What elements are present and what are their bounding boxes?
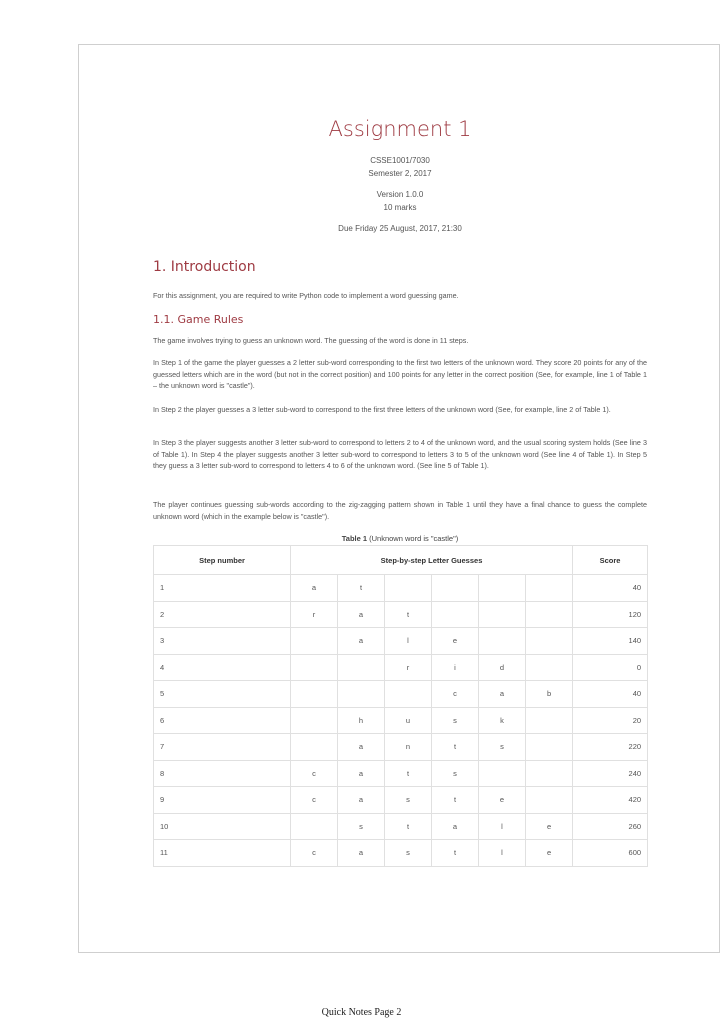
letter-cell <box>479 601 526 628</box>
header-letter-guesses: Step-by-step Letter Guesses <box>291 546 573 575</box>
letter-cell <box>291 681 338 708</box>
letter-cell: c <box>291 760 338 787</box>
letter-cell <box>479 760 526 787</box>
table-row <box>154 787 648 814</box>
score-cell: 40 <box>573 575 648 602</box>
letter-cell <box>291 628 338 655</box>
step-number-cell: 6 <box>154 707 291 734</box>
letter-cell: n <box>385 734 432 761</box>
letter-cell <box>526 628 573 655</box>
letter-cell <box>526 575 573 602</box>
table-row <box>154 601 648 628</box>
table-row <box>154 628 648 655</box>
letter-cell: s <box>479 734 526 761</box>
rules-heading: 1.1. Game Rules <box>153 313 244 326</box>
step-number-cell: 4 <box>154 654 291 681</box>
letter-cell <box>385 681 432 708</box>
course-code: CSSE1001/7030 <box>370 156 430 165</box>
step-number-cell: 7 <box>154 734 291 761</box>
intro-heading: 1. Introduction <box>153 259 256 275</box>
letter-cell: r <box>291 601 338 628</box>
score-cell: 260 <box>573 813 648 840</box>
score-cell: 40 <box>573 681 648 708</box>
letter-cell: e <box>526 840 573 867</box>
letter-cell: a <box>291 575 338 602</box>
step-number-cell: 5 <box>154 681 291 708</box>
letter-cell <box>432 575 479 602</box>
step-number-cell: 3 <box>154 628 291 655</box>
letter-cell: h <box>338 707 385 734</box>
step-number-cell: 2 <box>154 601 291 628</box>
letter-cell: t <box>385 813 432 840</box>
letter-cell: a <box>338 734 385 761</box>
letter-cell <box>385 575 432 602</box>
table-row <box>154 840 648 867</box>
letter-cell: l <box>479 840 526 867</box>
table-row <box>154 575 648 602</box>
due-date: Due Friday 25 August, 2017, 21:30 <box>338 224 462 233</box>
table-row <box>154 734 648 761</box>
score-cell: 20 <box>573 707 648 734</box>
letter-cell <box>432 601 479 628</box>
letter-cell <box>291 734 338 761</box>
letter-cell: k <box>479 707 526 734</box>
letter-cell <box>479 575 526 602</box>
step-number-cell: 8 <box>154 760 291 787</box>
rules-paragraph-1: The game involves trying to guess an unknown word. The guessing of the word is done in 11 steps. <box>153 336 469 345</box>
score-cell: 240 <box>573 760 648 787</box>
letter-cell: e <box>432 628 479 655</box>
step-number-cell: 11 <box>154 840 291 867</box>
score-cell: 120 <box>573 601 648 628</box>
letter-cell: a <box>432 813 479 840</box>
letter-cell: a <box>338 628 385 655</box>
letter-cell <box>526 601 573 628</box>
letter-cell: b <box>526 681 573 708</box>
letter-cell <box>338 681 385 708</box>
table-header-row <box>154 546 648 575</box>
step-number-cell: 1 <box>154 575 291 602</box>
rules-paragraph-3: In Step 2 the player guesses a 3 letter sub-word to correspond to the first three letters of the unknown word (See, for example, line 2 of Table 1). <box>153 405 611 414</box>
letter-cell: u <box>385 707 432 734</box>
letter-cell <box>526 787 573 814</box>
letter-cell: e <box>479 787 526 814</box>
letter-cell: l <box>479 813 526 840</box>
table-row <box>154 681 648 708</box>
score-cell: 220 <box>573 734 648 761</box>
letter-cell: t <box>432 840 479 867</box>
letter-cell: l <box>385 628 432 655</box>
letter-cell: s <box>385 787 432 814</box>
page-footer: Quick Notes Page 2 <box>321 1007 402 1018</box>
score-cell: 600 <box>573 840 648 867</box>
page-title: Assignment 1 <box>328 117 472 141</box>
letter-cell <box>338 654 385 681</box>
header-step-number: Step number <box>154 546 291 575</box>
letter-cell: r <box>385 654 432 681</box>
letter-cell: t <box>385 760 432 787</box>
table-caption-label: Table 1 <box>341 534 368 543</box>
letter-cell: e <box>526 813 573 840</box>
document-page <box>78 44 720 953</box>
table-caption-text: (Unknown word is "castle") <box>367 534 459 543</box>
letter-cell: i <box>432 654 479 681</box>
letter-cell: s <box>338 813 385 840</box>
letter-cell: a <box>338 840 385 867</box>
step-number-cell: 10 <box>154 813 291 840</box>
letter-cell: d <box>479 654 526 681</box>
score-cell: 140 <box>573 628 648 655</box>
letter-cell <box>291 654 338 681</box>
score-cell: 0 <box>573 654 648 681</box>
table-row <box>154 760 648 787</box>
table-row <box>154 813 648 840</box>
table-row <box>154 707 648 734</box>
semester: Semester 2, 2017 <box>368 169 432 178</box>
letter-cell: t <box>432 787 479 814</box>
letter-cell <box>526 707 573 734</box>
letter-cell: c <box>291 787 338 814</box>
letter-cell: t <box>432 734 479 761</box>
table-body <box>154 575 648 867</box>
letter-cell <box>291 707 338 734</box>
rules-paragraph-2: In Step 1 of the game the player guesses a 2 letter sub-word corresponding to the first two letters of the unknown word. They score 20 points for any of the guessed letters which are in the word (but not in the correct position) and 100 points for any letter in the correct position (See, for example, line 1 of Table 1 – the unknown word is "castle"). <box>153 358 647 390</box>
rules-paragraph-5: The player continues guessing sub-words according to the zig-zagging pattern shown in Table 1 until they have a final chance to guess the complete unknown word (which in the example below is "castle"). <box>153 500 647 521</box>
letter-cell: s <box>432 760 479 787</box>
letter-guess-table <box>153 545 648 867</box>
table-caption <box>153 534 647 543</box>
letter-cell <box>526 654 573 681</box>
rules-paragraph-4: In Step 3 the player suggests another 3 letter sub-word to correspond to letters 2 to 4 of the unknown word, and the usual scoring system holds (See line 3 of Table 1). In Step 4 the player suggests another 3 letter sub-word to correspond to letters 3 to 5 of the unknown word (See line 4 of Table 1). In Step 5 they guess a 3 letter sub-word to correspond to letters 4 to 6 of the unknown word. (See line 5 of Table 1). <box>153 438 647 470</box>
marks: 10 marks <box>383 203 417 212</box>
letter-cell: a <box>338 760 385 787</box>
letter-cell <box>526 760 573 787</box>
letter-cell: t <box>338 575 385 602</box>
letter-cell <box>291 813 338 840</box>
letter-cell: a <box>338 787 385 814</box>
step-number-cell: 9 <box>154 787 291 814</box>
letter-cell: a <box>479 681 526 708</box>
letter-cell: c <box>291 840 338 867</box>
letter-cell: s <box>432 707 479 734</box>
table-row <box>154 654 648 681</box>
letter-cell: c <box>432 681 479 708</box>
letter-cell: s <box>385 840 432 867</box>
letter-cell <box>479 628 526 655</box>
score-cell: 420 <box>573 787 648 814</box>
header-score: Score <box>573 546 648 575</box>
letter-cell: t <box>385 601 432 628</box>
intro-text: For this assignment, you are required to write Python code to implement a word guessing game. <box>153 291 459 300</box>
letter-cell: a <box>338 601 385 628</box>
version: Version 1.0.0 <box>376 190 424 199</box>
letter-cell <box>526 734 573 761</box>
